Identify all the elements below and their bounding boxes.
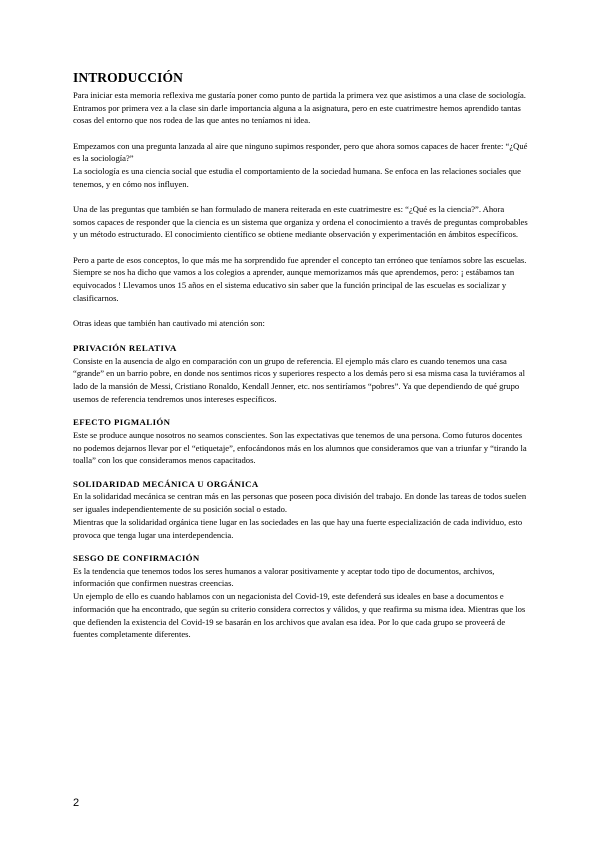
body-paragraph-science: Una de las preguntas que también se han formulado de manera reiterada en este cuatrimestre es: “¿Qué es la ciencia?”. Ahora somos capaces de responder que la ciencia es un sistema que organiza y ordena el conocimiento a través de preguntas comprobables y un método estructurado. El conocimiento científico se obtiene mediante observación y experimentación en ámbitos específicos. (73, 203, 528, 240)
section-paragraph: Un ejemplo de ello es cuando hablamos con un negacionista del Covid-19, este defenderá sus ideales en base a documentos e información que ha encontrado, que según su criterio considera correctos y válidos, y que reafirma su misma idea. Mientras que los que defienden la existencia del Covid-19 se basarán en los archivos que avalan esa idea. Por lo que cada grupo se proveerá de fuentes completamente diferentes. (73, 591, 526, 640)
section-paragraph: Mientras que la solidaridad orgánica tiene lugar en las sociedades en las que hay una fuerte especialización de cada individuo, esto provoca que tenga lugar una interdependencia. (73, 516, 523, 540)
section-heading-solidaridad: SOLIDARIDAD MECÁNICA U ORGÁNICA (73, 478, 259, 489)
page-title: INTRODUCCIÓN (73, 70, 183, 85)
page-number: 2 (73, 797, 80, 809)
body-paragraph-other-ideas: Otras ideas que también han cautivado mi atención son: (73, 317, 265, 328)
page-content (73, 70, 528, 641)
section-paragraph: Este se produce aunque nosotros no seamos conscientes. Son las expectativas que tenemos de una persona. Como futuros docentes no podemos dejarnos llevar por el “etiquetaje”, enfocándonos más en los alumnos que consideramos que van a triunfar y “tirando la toalla” con los que consideramos menos capacitados. (73, 429, 527, 466)
section-paragraph: En la solidaridad mecánica se centran más en las personas que poseen poca división del trabajo. En donde las tareas de todos suelen ser iguales independientemente de su posición social o estado. (73, 491, 527, 515)
body-paragraph-schools-2: Siempre se nos ha dicho que vamos a los colegios a aprender, aunque memorizamos más que aprendemos, pero: ¡ estábamos tan equivocados ! Llevamos unos 15 años en el sistema educativo sin saber que la función principal de las escuelas es socializar y clasificarnos. (73, 267, 515, 303)
body-paragraph-schools: Pero a parte de esos conceptos, lo que más me ha sorprendido fue aprender el concepto tan erróneo que teníamos sobre las escuelas. (73, 254, 527, 265)
intro-paragraph-1: Para iniciar esta memoria reflexiva me gustaría poner como punto de partida la primera vez que asistimos a una clase de sociología. (73, 90, 526, 100)
body-paragraph-definition: La sociología es una ciencia social que estudia el comportamiento de la sociedad humana. Se enfoca en las relaciones sociales que tenemos, y en cómo nos influyen. (73, 166, 521, 189)
intro-paragraph-2: Entramos por primera vez a la clase sin darle importancia alguna a la asignatura, pero en este cuatrimestre hemos aprendido tantas cosas del entorno que nos rodea de las que antes no teníamos ni idea. (73, 102, 521, 126)
section-heading-privacion: PRIVACIÓN RELATIVA (73, 343, 177, 354)
section-paragraph: Consiste en la ausencia de algo en comparación con un grupo de referencia. El ejemplo más claro es cuando tenemos una casa “grande” en un barrio pobre, en donde nos sentimos ricos y superiores respecto a los demás pero si esa misma casa la tuviéramos al lado de la mansión de Messi, Cristiano Ronaldo, Kendall Jenner, etc. nos sentiríamos “pobres”. Ya que dependiendo de qué grupo usemos de referencia tendremos unos intereses específicos. (73, 355, 525, 404)
section-heading-pigmalion: EFECTO PIGMALIÓN (73, 417, 171, 428)
section-paragraph: Es la tendencia que tenemos todos los seres humanos a valorar positivamente y aceptar todo tipo de documentos, archivos, información que confirmen nuestras creencias. (73, 565, 495, 589)
body-paragraph-question: Empezamos con una pregunta lanzada al aire que ninguno supimos responder, pero que ahora somos capaces de hacer frente: “¿Qué es la sociología?” (73, 140, 528, 164)
section-heading-sesgo: SESGO DE CONFIRMACIÓN (73, 553, 200, 564)
